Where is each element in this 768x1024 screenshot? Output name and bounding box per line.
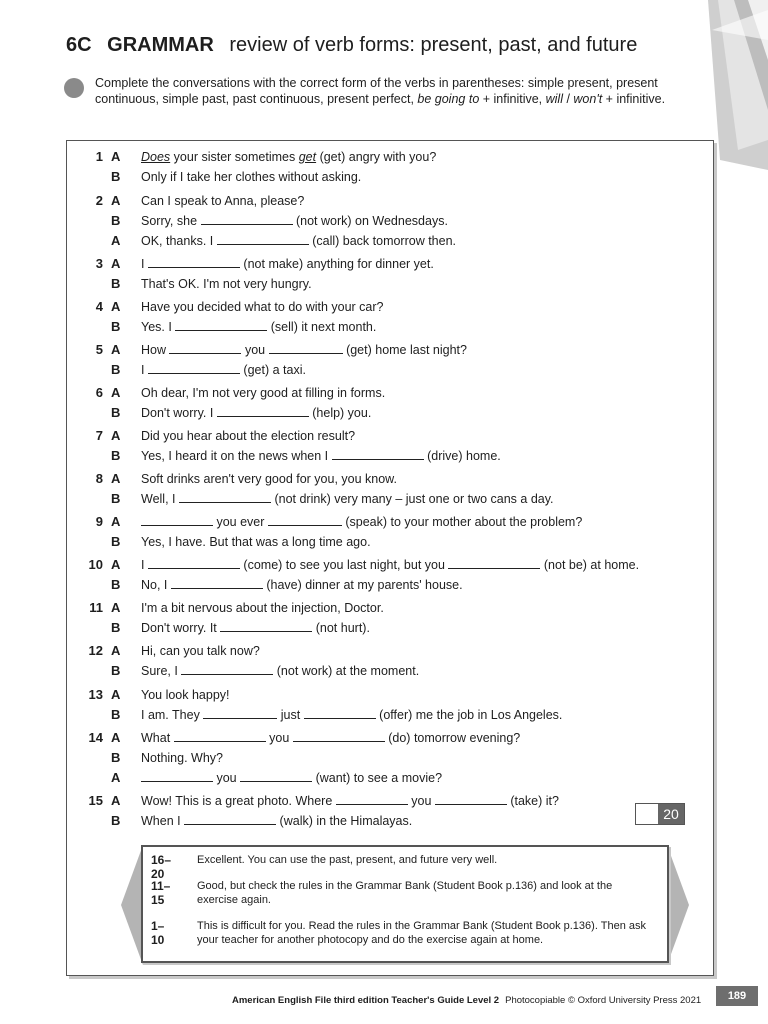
speaker-label: B <box>111 319 121 334</box>
text-segment: Have you decided what to do with your car? <box>141 300 384 314</box>
item-number: 5 <box>95 342 103 357</box>
text-segment: Soft drinks aren't very good for you, you know. <box>141 472 397 486</box>
text-segment: your sister sometimes <box>170 150 299 164</box>
dialogue-text <box>141 317 376 337</box>
text-segment: Well, I <box>141 492 179 506</box>
speaker-label: A <box>111 643 121 658</box>
dialogue-text <box>141 403 371 423</box>
instructions-text: + infinitive. <box>602 91 666 106</box>
feedback-text: Good, but check the rules in the Grammar Bank (Student Book p.136) and look at the exercise again. <box>197 880 613 906</box>
speaker-label: B <box>111 750 121 765</box>
dialogue-text <box>141 167 361 187</box>
score-box <box>635 803 685 825</box>
dialogue-text <box>141 748 223 768</box>
right-arrow-decoration <box>667 845 689 965</box>
text-segment: Sure, I <box>141 664 182 678</box>
answer-blank[interactable] <box>217 403 309 417</box>
speaker-label: B <box>111 276 121 291</box>
instructions-italic: won't <box>573 91 603 106</box>
dialogue-text <box>141 191 304 211</box>
text-segment: (take) it? <box>506 794 559 808</box>
answer-blank[interactable] <box>268 512 342 526</box>
text-segment: I am. They <box>141 708 204 722</box>
answer-blank[interactable] <box>148 555 240 569</box>
example-answer: get <box>298 150 317 164</box>
item-number: 13 <box>88 687 103 702</box>
speaker-label: A <box>111 557 121 572</box>
item-number: 9 <box>95 514 103 529</box>
text-segment: you <box>241 343 269 357</box>
instructions <box>95 76 695 107</box>
answer-blank[interactable] <box>336 791 408 805</box>
text-segment: You look happy! <box>141 688 230 702</box>
text-segment: just <box>277 708 304 722</box>
text-segment: (want) to see a movie? <box>312 771 443 785</box>
page-number: 189 <box>716 986 758 1006</box>
dialogue-text <box>141 426 355 446</box>
instructions-text: / <box>562 91 574 106</box>
speaker-label: A <box>111 428 121 443</box>
speaker-label: A <box>111 193 121 208</box>
feedback-panel <box>121 845 689 965</box>
speaker-label: B <box>111 620 121 635</box>
speaker-label: B <box>111 448 121 463</box>
answer-blank[interactable] <box>448 555 540 569</box>
item-number: 4 <box>95 299 103 314</box>
text-segment: I <box>141 257 148 271</box>
item-number: 14 <box>88 730 103 745</box>
item-number: 8 <box>95 471 103 486</box>
dialogue-text <box>141 147 436 167</box>
text-segment: I <box>141 363 148 377</box>
text-segment: (sell) it next month. <box>267 320 377 334</box>
dialogue-text <box>141 728 520 748</box>
speaker-label: A <box>111 514 121 529</box>
text-segment: Only if I take her clothes without asking. <box>141 170 362 184</box>
speaker-label: A <box>111 149 121 164</box>
score-range: 11–15 <box>151 879 171 907</box>
speaker-label: A <box>111 299 121 314</box>
score-range: 1–10 <box>151 919 165 947</box>
text-segment: Did you hear about the election result? <box>141 429 356 443</box>
dialogue-text <box>141 274 312 294</box>
dialogue-text <box>141 340 467 360</box>
text-segment: What <box>141 731 174 745</box>
speaker-label: B <box>111 491 121 506</box>
answer-blank[interactable] <box>181 661 273 675</box>
dialogue-text <box>141 532 371 552</box>
text-segment: (help) you. <box>308 406 372 420</box>
text-segment: Oh dear, I'm not very good at filling in forms. <box>141 386 386 400</box>
answer-blank[interactable] <box>220 618 312 632</box>
dialogue-text <box>141 598 384 618</box>
text-segment: Don't worry. I <box>141 406 217 420</box>
answer-blank[interactable] <box>141 512 213 526</box>
lesson-code: 6C <box>66 34 92 56</box>
dialogue-text <box>141 469 397 489</box>
text-segment: you <box>407 794 435 808</box>
text-segment: you <box>265 731 293 745</box>
item-number: 12 <box>88 643 103 658</box>
item-number: 1 <box>95 149 103 164</box>
answer-blank[interactable] <box>179 489 271 503</box>
text-segment: (not be) at home. <box>540 558 640 572</box>
item-number: 15 <box>88 793 103 808</box>
item-number: 11 <box>89 600 103 615</box>
dialogue-text <box>141 705 562 725</box>
dialogue-text <box>141 811 412 831</box>
instructions-text: + infinitive, <box>479 91 546 106</box>
text-segment: Yes, I heard it on the news when I <box>141 449 332 463</box>
answer-blank[interactable] <box>184 811 276 825</box>
dialogue-text <box>141 618 370 638</box>
instructions-text: Complete the conversations with the correct form of the verbs in parentheses: simple present, present continuous, simple past, past continuous, present perfect, <box>95 76 658 106</box>
copyright: Photocopiable © Oxford University Press 2021 <box>505 995 702 1006</box>
instruction-bullet-icon <box>64 78 84 98</box>
speaker-label: A <box>111 687 121 702</box>
dialogue-text <box>141 211 448 231</box>
speaker-label: B <box>111 663 121 678</box>
text-segment: Wow! This is a great photo. Where <box>141 794 336 808</box>
dialogue-text <box>141 575 463 595</box>
instructions-italic: be going to <box>417 91 480 106</box>
text-segment: (not drink) very many – just one or two cans a day. <box>270 492 554 506</box>
exercise-box <box>66 140 714 976</box>
dialogue-text <box>141 768 442 788</box>
text-segment: How <box>141 343 170 357</box>
text-segment: That's OK. I'm not very hungry. <box>141 277 312 291</box>
text-segment: Sorry, she <box>141 214 201 228</box>
speaker-label: B <box>111 813 121 828</box>
text-segment: Can I speak to Anna, please? <box>141 194 305 208</box>
item-number: 7 <box>95 428 103 443</box>
speaker-label: A <box>111 730 121 745</box>
speaker-label: A <box>111 256 121 271</box>
speaker-label: B <box>111 169 121 184</box>
text-segment: (not make) anything for dinner yet. <box>239 257 434 271</box>
text-segment: (not work) at the moment. <box>273 664 420 678</box>
speaker-label: A <box>111 793 121 808</box>
answer-blank[interactable] <box>435 791 507 805</box>
answer-blank[interactable] <box>332 446 424 460</box>
text-segment: (have) dinner at my parents' house. <box>262 578 463 592</box>
answer-blank[interactable] <box>304 705 376 719</box>
answer-blank[interactable] <box>148 254 240 268</box>
dialogue-text <box>141 661 419 681</box>
item-number: 3 <box>95 256 103 271</box>
text-segment: Yes. I <box>141 320 176 334</box>
total-score: 20 <box>658 804 684 824</box>
text-segment: (call) back tomorrow then. <box>308 234 457 248</box>
text-segment: (offer) me the job in Los Angeles. <box>375 708 563 722</box>
feedback-text: This is difficult for you. Read the rules in the Grammar Bank (Student Book p.136). Then ask your teacher for another photocopy and do the exercise again at home. <box>197 920 646 946</box>
speaker-label: A <box>111 233 121 248</box>
text-segment: (walk) in the Himalayas. <box>276 814 413 828</box>
speaker-label: B <box>111 213 121 228</box>
speaker-label: A <box>111 385 121 400</box>
dialogue-text <box>141 685 230 705</box>
answer-blank[interactable] <box>175 317 267 331</box>
dialogue-text <box>141 254 434 274</box>
answer-blank[interactable] <box>171 575 263 589</box>
section-label: GRAMMAR <box>107 34 214 56</box>
footer <box>232 995 701 1006</box>
text-segment: (get) angry with you? <box>316 150 437 164</box>
speaker-label: A <box>111 342 121 357</box>
text-segment: (do) tomorrow evening? <box>384 731 521 745</box>
answer-blank[interactable] <box>141 768 213 782</box>
text-segment: No, I <box>141 578 171 592</box>
left-arrow-decoration <box>121 845 143 965</box>
instructions-italic: will <box>545 91 563 106</box>
speaker-label: B <box>111 534 121 549</box>
speaker-label: B <box>111 577 121 592</box>
text-segment: you <box>213 771 241 785</box>
speaker-label: A <box>111 770 121 785</box>
text-segment: (get) a taxi. <box>239 363 306 377</box>
text-segment: (not work) on Wednesdays. <box>292 214 448 228</box>
corner-decoration <box>708 0 768 170</box>
lesson-subtitle: review of verb forms: present, past, and future <box>229 34 638 56</box>
dialogue-text <box>141 489 554 509</box>
text-segment: (drive) home. <box>423 449 501 463</box>
text-segment: Nothing. Why? <box>141 751 223 765</box>
answer-blank[interactable] <box>269 340 343 354</box>
feedback-box <box>141 845 669 963</box>
answer-blank[interactable] <box>203 705 277 719</box>
text-segment: you ever <box>213 515 268 529</box>
item-number: 2 <box>95 193 103 208</box>
text-segment: OK, thanks. I <box>141 234 217 248</box>
dialogue-text <box>141 446 501 466</box>
answer-blank[interactable] <box>174 728 266 742</box>
answer-blank[interactable] <box>240 768 312 782</box>
speaker-label: A <box>111 471 121 486</box>
answer-blank[interactable] <box>293 728 385 742</box>
speaker-label: B <box>111 362 121 377</box>
item-number: 10 <box>88 557 103 572</box>
text-segment: When I <box>141 814 185 828</box>
speaker-label: A <box>111 600 121 615</box>
dialogue-text <box>141 297 384 317</box>
page-title <box>66 34 637 57</box>
text-segment: (come) to see you last night, but you <box>239 558 449 572</box>
dialogue-text <box>141 360 306 380</box>
text-segment: I'm a bit nervous about the injection, Doctor. <box>141 601 384 615</box>
text-segment: Hi, can you talk now? <box>141 644 260 658</box>
answer-blank[interactable] <box>217 231 309 245</box>
answer-blank[interactable] <box>148 360 240 374</box>
dialogue-text <box>141 641 260 661</box>
text-segment: Don't worry. It <box>141 621 221 635</box>
book-title: American English File third edition Teacher's Guide Level 2 <box>232 995 500 1006</box>
answer-blank[interactable] <box>201 211 293 225</box>
text-segment: (get) home last night? <box>342 343 467 357</box>
feedback-text: Excellent. You can use the past, present, and future very well. <box>197 854 498 866</box>
dialogue-text <box>141 383 385 403</box>
score-range: 16–20 <box>151 853 172 881</box>
speaker-label: B <box>111 405 121 420</box>
text-segment: I <box>141 558 148 572</box>
speaker-label: B <box>111 707 121 722</box>
answer-blank[interactable] <box>169 340 241 354</box>
example-answer: Does <box>141 150 171 164</box>
text-segment: (speak) to your mother about the problem? <box>341 515 583 529</box>
dialogue-text <box>141 231 456 251</box>
text-segment: (not hurt). <box>312 621 370 635</box>
dialogue-text <box>141 791 559 811</box>
dialogue-text <box>141 555 639 575</box>
text-segment: Yes, I have. But that was a long time ago. <box>141 535 371 549</box>
dialogue-text <box>141 512 582 532</box>
item-number: 6 <box>95 385 103 400</box>
